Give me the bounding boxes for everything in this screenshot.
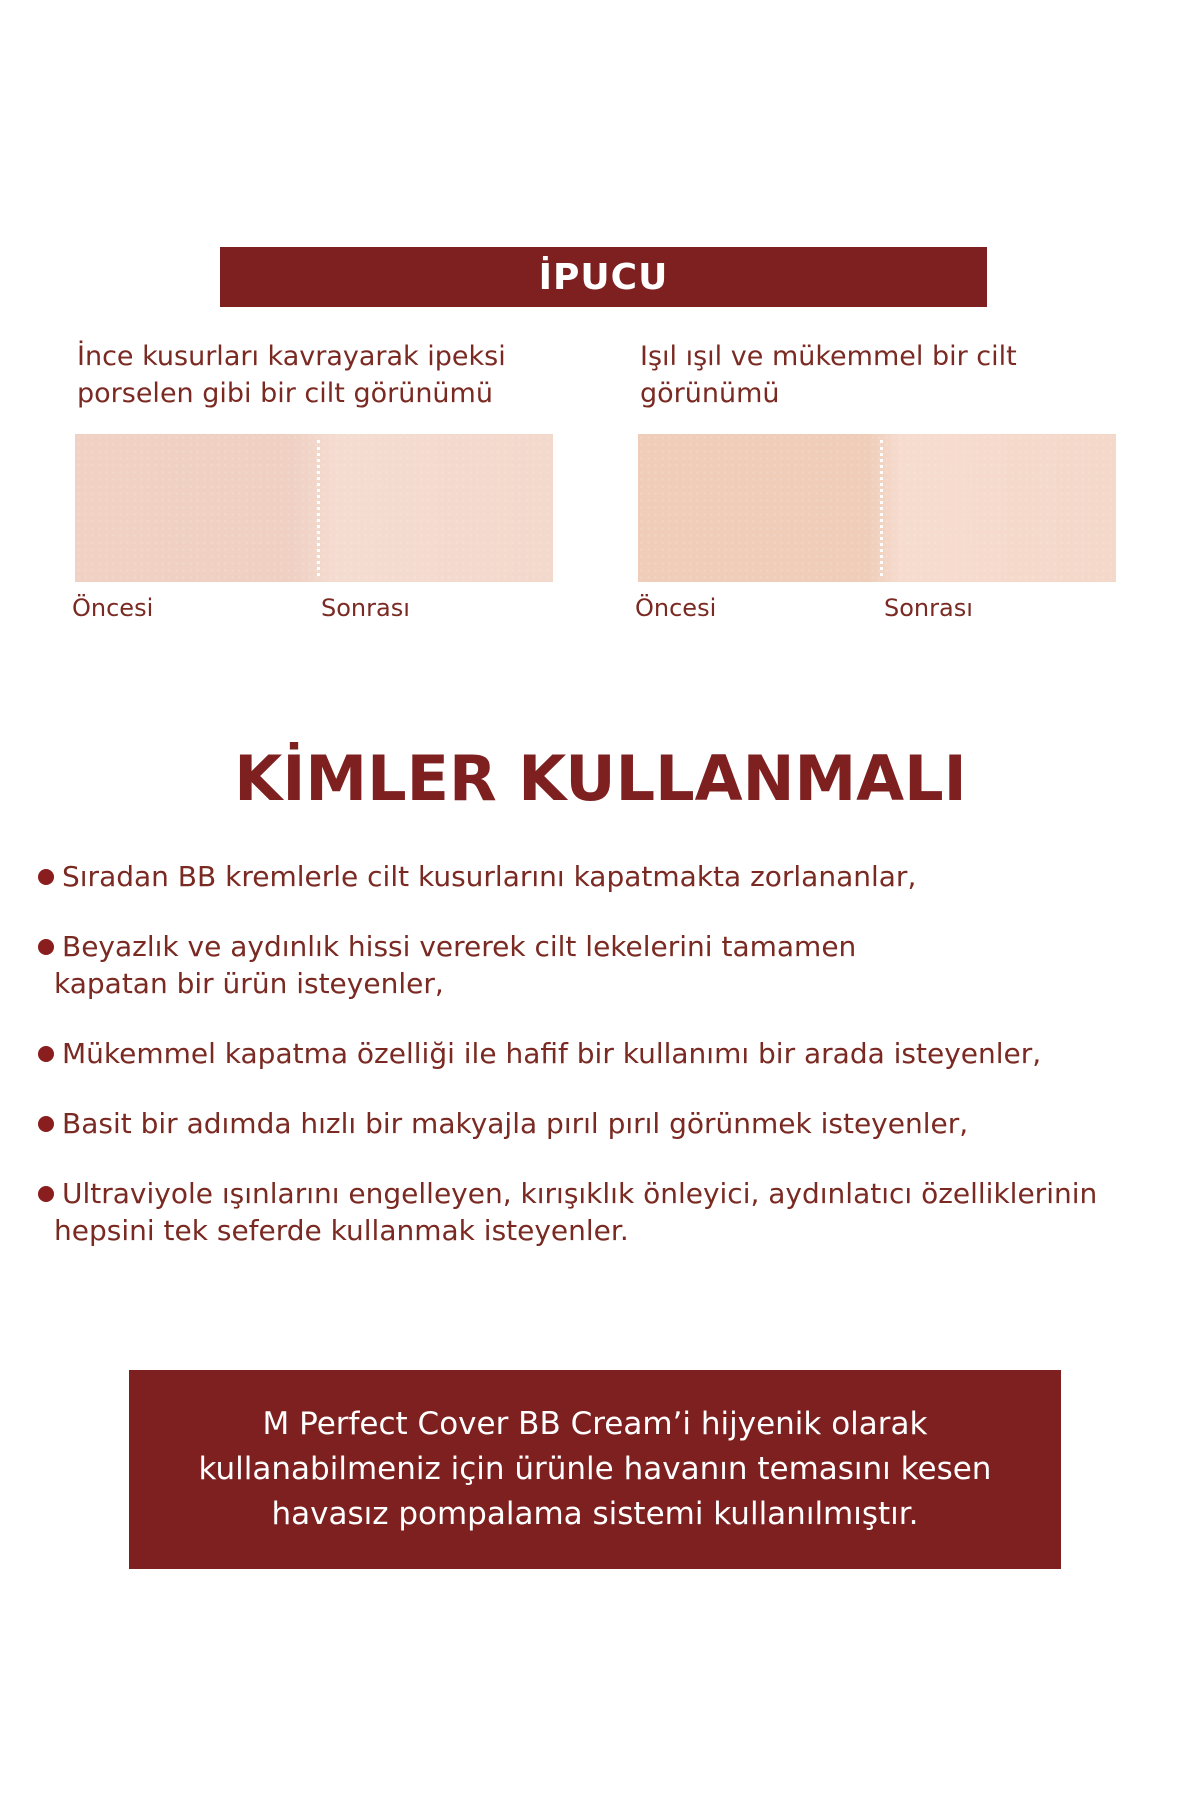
before-label: Öncesi: [635, 594, 717, 622]
skin-texture: [638, 434, 1116, 582]
skin-texture: [75, 434, 553, 582]
who-should-use-list: [38, 858, 1188, 1282]
dotted-divider: [880, 440, 883, 576]
list-item-text: Ultraviyole ışınlarını engelleyen, kırışıklık önleyici, aydınlatıcı özelliklerinin: [62, 1177, 1098, 1210]
list-item: [38, 1035, 1188, 1072]
after-label: Sonrası: [884, 594, 973, 622]
tip-caption: [77, 338, 555, 420]
tip-caption: [640, 338, 1118, 420]
list-item: [38, 928, 1188, 1002]
bullet-dot-icon: [38, 1046, 54, 1062]
notice-line: havasız pompalama sistemi kullanılmıştır.: [271, 1496, 919, 1532]
tip-heading: İPUCU: [538, 256, 669, 298]
before-after-labels: [635, 594, 1118, 634]
bullet-dot-icon: [38, 869, 54, 885]
airless-pump-notice: [129, 1370, 1061, 1569]
tip-caption-line: Işıl ışıl ve mükemmel bir cilt: [640, 341, 1017, 372]
tip-caption-line: görünümü: [640, 378, 780, 409]
bullet-dot-icon: [38, 1186, 54, 1202]
list-item: [38, 1175, 1188, 1249]
bullet-dot-icon: [38, 1116, 54, 1132]
after-label: Sonrası: [321, 594, 410, 622]
list-item-text: Sıradan BB kremlerle cilt kusurlarını kapatmakta zorlananlar,: [62, 860, 917, 893]
tip-caption-line: İnce kusurları kavrayarak ipeksi: [77, 341, 506, 372]
dotted-divider: [317, 440, 320, 576]
tip-banner: [220, 247, 987, 307]
list-item: [38, 858, 1188, 895]
skin-swatch-image: [638, 434, 1116, 582]
list-item-text: Beyazlık ve aydınlık hissi vererek cilt lekelerini tamamen: [62, 930, 857, 963]
list-item-text: Mükemmel kapatma özelliği ile hafif bir kullanımı bir arada isteyenler,: [62, 1037, 1042, 1070]
list-item: [38, 1105, 1188, 1142]
who-should-use-title: KİMLER KULLANMALI: [234, 742, 967, 815]
notice-line: M Perfect Cover BB Cream’i hijyenik olarak: [262, 1406, 928, 1442]
bullet-dot-icon: [38, 939, 54, 955]
skin-swatch-image: [75, 434, 553, 582]
list-item-text: hepsini tek seferde kullanmak isteyenler.: [54, 1214, 629, 1247]
before-label: Öncesi: [72, 594, 154, 622]
before-after-labels: [72, 594, 555, 634]
tip-item-porcelain: [72, 338, 555, 634]
tip-caption-line: porselen gibi bir cilt görünümü: [77, 378, 493, 409]
list-item-text: Basit bir adımda hızlı bir makyajla pırıl pırıl görünmek isteyenler,: [62, 1107, 969, 1140]
tip-item-radiant: [635, 338, 1118, 634]
notice-line: kullanabilmeniz için ürünle havanın temasını kesen: [198, 1451, 992, 1487]
list-item-text: kapatan bir ürün isteyenler,: [54, 967, 444, 1000]
